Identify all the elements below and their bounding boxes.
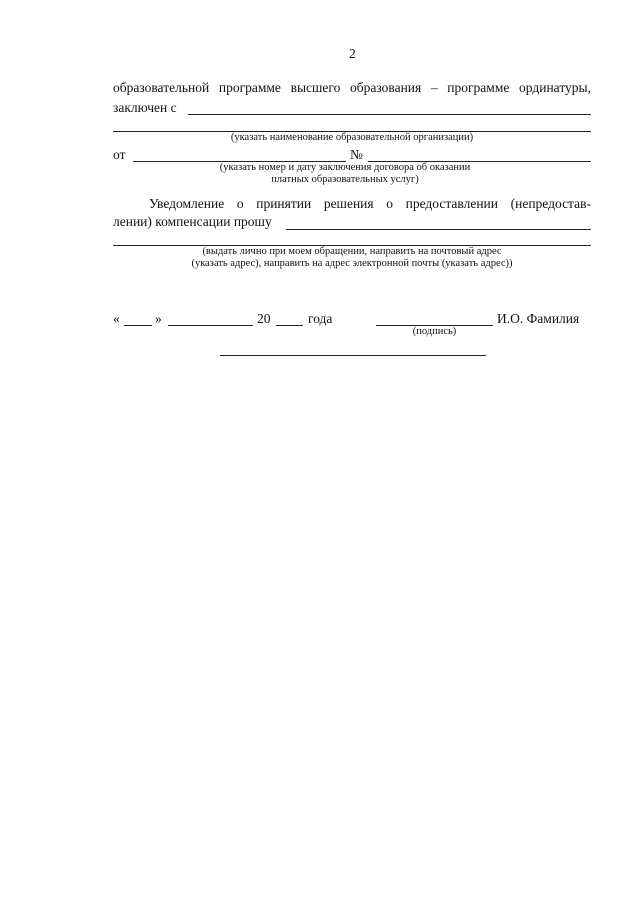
page-number: 2 (349, 46, 356, 61)
date-quote-open: « (113, 311, 120, 326)
fill-line-month[interactable] (168, 325, 253, 326)
date-quote-close: » (155, 311, 162, 326)
paragraph-line: лении) компенсации прошу (113, 214, 272, 229)
caption-contract-line2: платных образовательных услуг) (271, 174, 419, 185)
caption-organization: (указать наименование образовательной организации) (230, 132, 474, 143)
from-label: от (113, 147, 126, 162)
fill-line-day[interactable] (124, 325, 152, 326)
fill-line-organization[interactable] (188, 114, 591, 115)
bottom-separator-line (220, 355, 486, 356)
caption-notification-line1: (выдать лично при моем обращении, направить на почтовый адрес (202, 246, 502, 257)
year-suffix: года (308, 311, 333, 326)
fill-line-year[interactable] (276, 325, 303, 326)
number-label: № (350, 147, 363, 162)
paragraph-line: заключен с (113, 100, 177, 115)
paragraph-line: образовательной программе высшего образования – программе ординатуры, (113, 80, 591, 95)
fill-line-notification[interactable] (286, 229, 591, 230)
paragraph-line: Уведомление о принятии решения о предоставлении (непредостав- (149, 196, 591, 211)
caption-signature: (подпись) (412, 326, 457, 337)
year-prefix: 20 (257, 311, 271, 326)
caption-notification-line2: (указать адрес), направить на адрес электронной почты (указать адрес)) (191, 258, 513, 269)
signer-name: И.О. Фамилия (497, 311, 580, 326)
caption-contract-line1: (указать номер и дату заключения договора об оказании (219, 162, 471, 173)
